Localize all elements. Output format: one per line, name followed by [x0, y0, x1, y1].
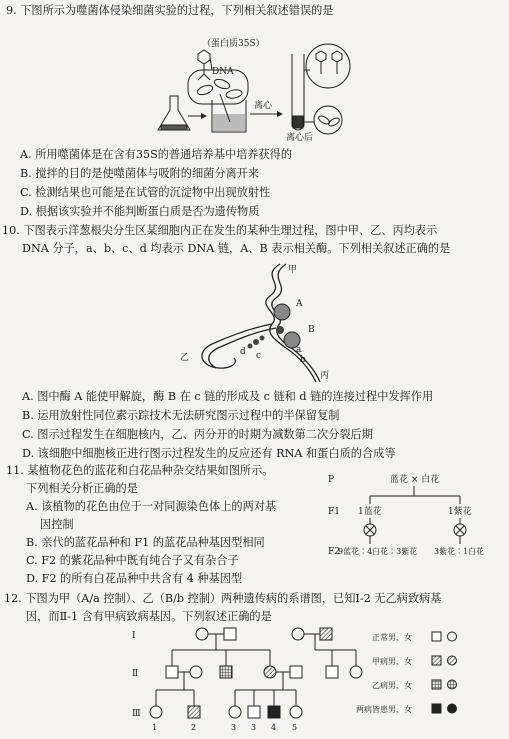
svg-text:A: A [296, 299, 303, 309]
q10-option-d: D. 该细胞中细胞核正进行图示过程发生的反应还有 RNA 和蛋白质的合成等 [22, 447, 396, 460]
svg-text:B: B [308, 325, 315, 335]
svg-text:b: b [300, 355, 306, 365]
q11-stem-1: 11. 某植物花色的蓝花和白花品种杂交结果如图所示。 [6, 464, 274, 477]
q9-label-dna: DNA [212, 67, 234, 77]
q9-label-centrifuge: 离心 [254, 101, 273, 111]
test-tube-icon [292, 54, 304, 130]
q10-figure [170, 262, 345, 384]
phage-icon [198, 50, 212, 80]
q10-option-a: A. 图中酶 A 能使甲解旋，酶 B 在 c 链的形成及 c 链和 d 链的连接过程中发挥作用 [22, 390, 434, 403]
q10-stem-1: 10. 下图表示洋葱根尖分生区某细胞内正在发生的某种生理过程，图中甲、乙、丙均表示 [2, 224, 438, 237]
q11-option-b: B. 亲代的蓝花品种和 F1 的蓝花品种基因型相同 [26, 536, 265, 549]
q9-figure [150, 26, 370, 144]
beaker-icon [212, 94, 246, 132]
bacterium-icon [196, 78, 242, 100]
q9-option-d: D. 根据该实验并不能判断蛋白质是否为遗传物质 [20, 205, 260, 218]
q11-option-a-1: A. 该植物的花色由位于一对同源染色体上的两对基 [26, 500, 277, 513]
q9-label-after: 离心后 [286, 133, 314, 143]
enzyme-a-icon [274, 304, 290, 320]
svg-text:Ⅰ: Ⅰ [132, 631, 136, 641]
flask-icon [158, 96, 190, 130]
svg-text:1紫花: 1紫花 [448, 507, 472, 517]
svg-text:甲: 甲 [288, 265, 298, 275]
q12-stem-2: 因，而Ⅱ-1 含有甲病致病基因。下列叙述正确的是 [26, 610, 272, 623]
q11-cross-diagram [324, 470, 506, 562]
legend-disease-a: 甲病男、女 [372, 657, 412, 666]
svg-text:F2: F2 [328, 547, 340, 557]
svg-text:d: d [240, 347, 246, 357]
q9-label-protein: （蛋白质35S） [202, 39, 265, 49]
svg-text:Ⅱ: Ⅱ [132, 669, 139, 679]
svg-text:Ⅲ: Ⅲ [132, 709, 141, 719]
svg-text:c: c [256, 351, 262, 361]
svg-text:丙: 丙 [320, 371, 330, 381]
svg-text:乙: 乙 [180, 353, 190, 363]
legend-normal: 正常男、女 [372, 633, 412, 642]
svg-text:4: 4 [271, 723, 277, 732]
svg-text:蓝花 × 白花: 蓝花 × 白花 [390, 475, 440, 485]
svg-text:2: 2 [191, 723, 197, 732]
q10-option-b: B. 运用放射性同位素示踪技术无法研究图示过程中的半保留复制 [22, 409, 340, 422]
q12-pedigree [120, 624, 505, 736]
q11-option-c: C. F2 的紫花品种中既有纯合子又有杂合子 [26, 554, 239, 567]
svg-text:1: 1 [152, 723, 158, 732]
q9-option-b: B. 搅拌的目的是使噬菌体与吸附的细菌分离开来 [20, 167, 260, 180]
svg-text:9蓝花∶4白花∶3紫花: 9蓝花∶4白花∶3紫花 [338, 547, 418, 556]
q11-option-a-2: 因控制 [40, 518, 74, 531]
svg-text:P: P [328, 475, 335, 485]
q10-option-c: C. 图示过程发生在细胞核内，乙、丙分开的时期为减数第二次分裂后期 [22, 428, 373, 441]
q9-stem: 9. 下图所示为噬菌体侵染细菌实验的过程，下列相关叙述错误的是 [6, 4, 334, 17]
q9-option-c: C. 检测结果也可能是在试管的沉淀物中出现放射性 [20, 186, 271, 199]
svg-text:3: 3 [251, 723, 257, 732]
svg-text:5: 5 [292, 723, 298, 732]
svg-text:3: 3 [231, 723, 237, 732]
q11-stem-2: 下列相关分析正确的是 [26, 482, 138, 495]
legend-disease-b: 乙病男、女 [372, 681, 412, 690]
q9-option-a: A. 所用噬菌体是在含有35S的普通培养基中培养获得的 [20, 148, 293, 161]
svg-text:1蓝花: 1蓝花 [358, 507, 382, 517]
svg-text:3紫花∶1白花: 3紫花∶1白花 [434, 547, 485, 556]
q11-option-d: D. F2 的所有白花品种中共含有 4 种基因型 [26, 572, 243, 585]
svg-text:F1: F1 [328, 507, 340, 517]
q10-stem-2: DNA 分子，a、b、c、d 均表示 DNA 链，A、B 表示相关酶。下列相关叙述正确的是 [22, 242, 451, 255]
q12-stem-1: 12. 下图为甲（A/a 控制）、乙（B/b 控制）两种遗传病的系谱图，已知Ⅰ-2 无乙病致病基 [4, 592, 442, 605]
svg-text:a: a [296, 345, 302, 355]
legend-both: 两病皆患男、女 [356, 705, 412, 714]
